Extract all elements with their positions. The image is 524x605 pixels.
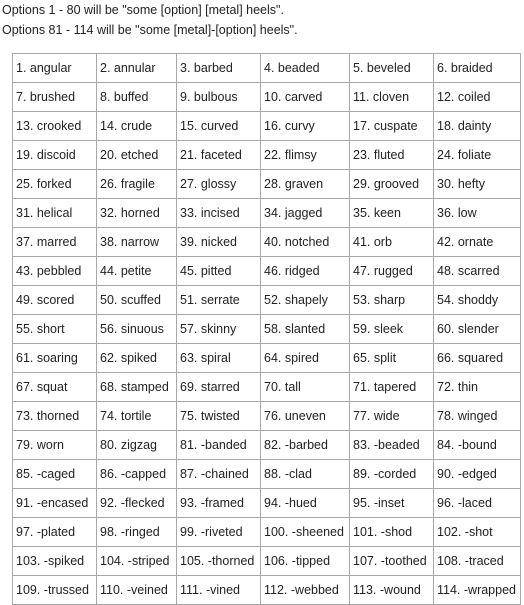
option-cell: 60. slender: [434, 315, 521, 344]
option-cell: 55. short: [13, 315, 97, 344]
option-cell: 86. -capped: [97, 460, 177, 489]
table-row: [13, 489, 521, 518]
option-cell: 16. curvy: [261, 112, 350, 141]
option-cell: 37. marred: [13, 228, 97, 257]
option-cell: 63. spiral: [177, 344, 261, 373]
option-cell: 50. scuffed: [97, 286, 177, 315]
option-cell: 23. fluted: [350, 141, 434, 170]
intro-line-2: Options 81 - 114 will be "some [metal]-[option] heels".: [2, 23, 298, 37]
option-cell: 92. -flecked: [97, 489, 177, 518]
option-cell: 78. winged: [434, 402, 521, 431]
option-cell: 96. -laced: [434, 489, 521, 518]
option-cell: 89. -corded: [350, 460, 434, 489]
option-cell: 46. ridged: [261, 257, 350, 286]
option-cell: 4. beaded: [261, 54, 350, 83]
option-cell: 33. incised: [177, 199, 261, 228]
option-cell: 66. squared: [434, 344, 521, 373]
table-row: [13, 315, 521, 344]
option-cell: 70. tall: [261, 373, 350, 402]
option-cell: 110. -veined: [97, 576, 177, 605]
option-cell: 56. sinuous: [97, 315, 177, 344]
option-cell: 54. shoddy: [434, 286, 521, 315]
option-cell: 83. -beaded: [350, 431, 434, 460]
option-cell: 108. -traced: [434, 547, 521, 576]
table-row: [13, 54, 521, 83]
option-cell: 94. -hued: [261, 489, 350, 518]
intro-line-1: Options 1 - 80 will be "some [option] [metal] heels".: [2, 3, 284, 17]
option-cell: 28. graven: [261, 170, 350, 199]
table-row: [13, 141, 521, 170]
option-cell: 42. ornate: [434, 228, 521, 257]
option-cell: 34. jagged: [261, 199, 350, 228]
option-cell: 67. squat: [13, 373, 97, 402]
option-cell: 20. etched: [97, 141, 177, 170]
option-cell: 27. glossy: [177, 170, 261, 199]
intro-text: [2, 0, 298, 40]
option-cell: 81. -banded: [177, 431, 261, 460]
option-cell: 106. -tipped: [261, 547, 350, 576]
option-cell: 32. horned: [97, 199, 177, 228]
option-cell: 91. -encased: [13, 489, 97, 518]
option-cell: 100. -sheened: [261, 518, 350, 547]
option-cell: 105. -thorned: [177, 547, 261, 576]
options-table-body: [13, 54, 521, 605]
option-cell: 84. -bound: [434, 431, 521, 460]
table-row: [13, 431, 521, 460]
options-table: [12, 53, 521, 605]
option-cell: 25. forked: [13, 170, 97, 199]
option-cell: 99. -riveted: [177, 518, 261, 547]
option-cell: 77. wide: [350, 402, 434, 431]
option-cell: 113. -wound: [350, 576, 434, 605]
option-cell: 9. bulbous: [177, 83, 261, 112]
option-cell: 109. -trussed: [13, 576, 97, 605]
table-row: [13, 286, 521, 315]
option-cell: 11. cloven: [350, 83, 434, 112]
option-cell: 15. curved: [177, 112, 261, 141]
option-cell: 102. -shot: [434, 518, 521, 547]
table-row: [13, 518, 521, 547]
option-cell: 51. serrate: [177, 286, 261, 315]
option-cell: 107. -toothed: [350, 547, 434, 576]
option-cell: 114. -wrapped: [434, 576, 521, 605]
option-cell: 103. -spiked: [13, 547, 97, 576]
option-cell: 101. -shod: [350, 518, 434, 547]
option-cell: 38. narrow: [97, 228, 177, 257]
option-cell: 95. -inset: [350, 489, 434, 518]
option-cell: 5. beveled: [350, 54, 434, 83]
option-cell: 35. keen: [350, 199, 434, 228]
option-cell: 3. barbed: [177, 54, 261, 83]
option-cell: 82. -barbed: [261, 431, 350, 460]
table-row: [13, 576, 521, 605]
option-cell: 98. -ringed: [97, 518, 177, 547]
option-cell: 79. worn: [13, 431, 97, 460]
option-cell: 31. helical: [13, 199, 97, 228]
option-cell: 40. notched: [261, 228, 350, 257]
option-cell: 59. sleek: [350, 315, 434, 344]
option-cell: 48. scarred: [434, 257, 521, 286]
option-cell: 12. coiled: [434, 83, 521, 112]
option-cell: 62. spiked: [97, 344, 177, 373]
option-cell: 65. split: [350, 344, 434, 373]
option-cell: 72. thin: [434, 373, 521, 402]
option-cell: 53. sharp: [350, 286, 434, 315]
option-cell: 75. twisted: [177, 402, 261, 431]
table-row: [13, 373, 521, 402]
option-cell: 88. -clad: [261, 460, 350, 489]
option-cell: 76. uneven: [261, 402, 350, 431]
option-cell: 43. pebbled: [13, 257, 97, 286]
option-cell: 22. flimsy: [261, 141, 350, 170]
option-cell: 73. thorned: [13, 402, 97, 431]
option-cell: 6. braided: [434, 54, 521, 83]
option-cell: 8. buffed: [97, 83, 177, 112]
table-row: [13, 228, 521, 257]
option-cell: 111. -vined: [177, 576, 261, 605]
table-row: [13, 547, 521, 576]
option-cell: 36. low: [434, 199, 521, 228]
option-cell: 52. shapely: [261, 286, 350, 315]
option-cell: 45. pitted: [177, 257, 261, 286]
option-cell: 64. spired: [261, 344, 350, 373]
option-cell: 47. rugged: [350, 257, 434, 286]
table-row: [13, 460, 521, 489]
option-cell: 10. carved: [261, 83, 350, 112]
option-cell: 29. grooved: [350, 170, 434, 199]
option-cell: 24. foliate: [434, 141, 521, 170]
option-cell: 97. -plated: [13, 518, 97, 547]
option-cell: 87. -chained: [177, 460, 261, 489]
option-cell: 17. cuspate: [350, 112, 434, 141]
option-cell: 19. discoid: [13, 141, 97, 170]
option-cell: 7. brushed: [13, 83, 97, 112]
table-row: [13, 344, 521, 373]
table-row: [13, 199, 521, 228]
table-row: [13, 402, 521, 431]
option-cell: 39. nicked: [177, 228, 261, 257]
option-cell: 104. -striped: [97, 547, 177, 576]
option-cell: 14. crude: [97, 112, 177, 141]
table-row: [13, 83, 521, 112]
option-cell: 2. annular: [97, 54, 177, 83]
option-cell: 57. skinny: [177, 315, 261, 344]
option-cell: 41. orb: [350, 228, 434, 257]
option-cell: 93. -framed: [177, 489, 261, 518]
option-cell: 30. hefty: [434, 170, 521, 199]
table-row: [13, 112, 521, 141]
option-cell: 13. crooked: [13, 112, 97, 141]
option-cell: 61. soaring: [13, 344, 97, 373]
option-cell: 49. scored: [13, 286, 97, 315]
option-cell: 58. slanted: [261, 315, 350, 344]
option-cell: 21. faceted: [177, 141, 261, 170]
option-cell: 1. angular: [13, 54, 97, 83]
option-cell: 90. -edged: [434, 460, 521, 489]
option-cell: 26. fragile: [97, 170, 177, 199]
option-cell: 112. -webbed: [261, 576, 350, 605]
option-cell: 74. tortile: [97, 402, 177, 431]
option-cell: 18. dainty: [434, 112, 521, 141]
option-cell: 69. starred: [177, 373, 261, 402]
option-cell: 68. stamped: [97, 373, 177, 402]
table-row: [13, 257, 521, 286]
option-cell: 85. -caged: [13, 460, 97, 489]
table-row: [13, 170, 521, 199]
option-cell: 44. petite: [97, 257, 177, 286]
option-cell: 71. tapered: [350, 373, 434, 402]
option-cell: 80. zigzag: [97, 431, 177, 460]
